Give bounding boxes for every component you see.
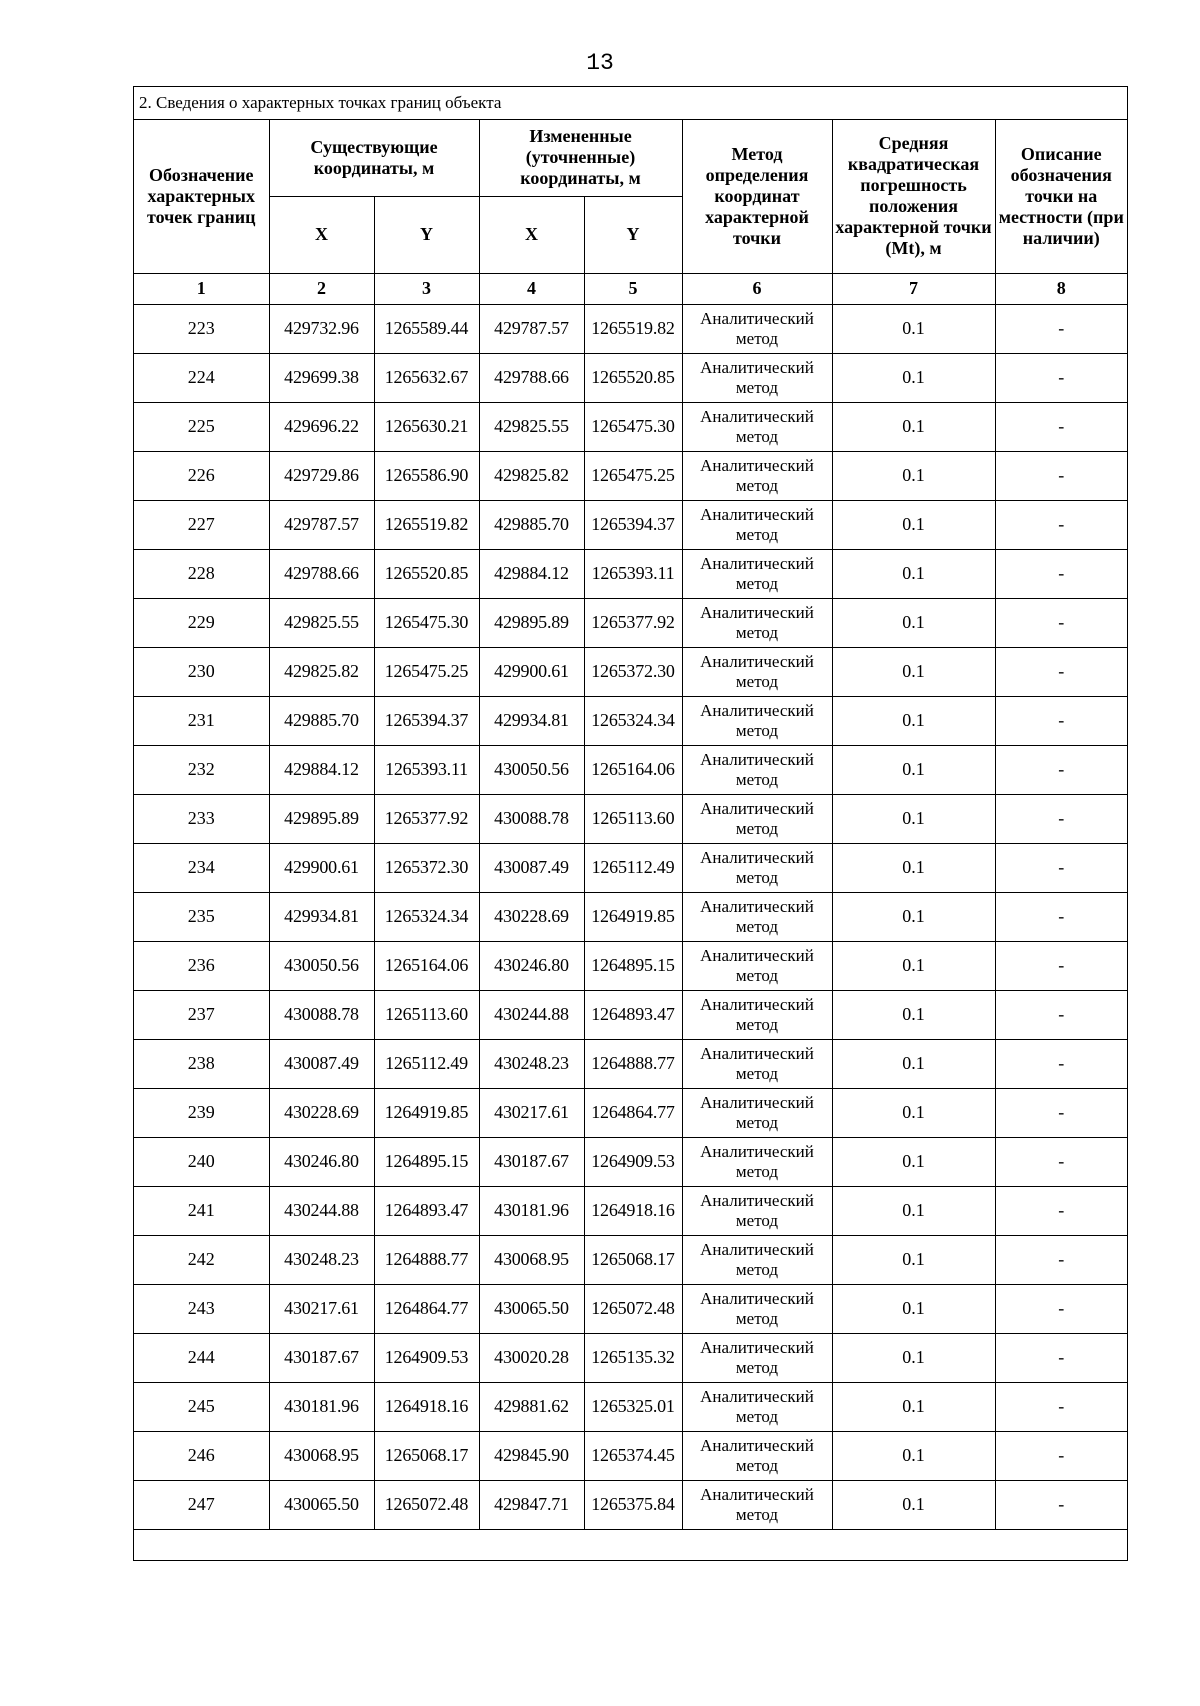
- point-cell: 238: [134, 1039, 269, 1088]
- description-cell: -: [995, 794, 1127, 843]
- existing-x-cell: 429885.70: [269, 696, 374, 745]
- header-existing-x: X: [269, 196, 374, 273]
- existing-y-cell: 1264888.77: [374, 1235, 479, 1284]
- changed-y-cell: 1265475.30: [584, 402, 682, 451]
- point-cell: 225: [134, 402, 269, 451]
- existing-y-cell: 1265377.92: [374, 794, 479, 843]
- method-cell: Аналитический метод: [682, 843, 832, 892]
- existing-y-cell: 1265630.21: [374, 402, 479, 451]
- existing-x-cell: 429825.55: [269, 598, 374, 647]
- method-cell: Аналитический метод: [682, 1382, 832, 1431]
- existing-x-cell: 430244.88: [269, 1186, 374, 1235]
- description-cell: -: [995, 843, 1127, 892]
- mean-error-cell: 0.1: [832, 1284, 995, 1333]
- method-cell: Аналитический метод: [682, 500, 832, 549]
- point-cell: 243: [134, 1284, 269, 1333]
- description-cell: -: [995, 1186, 1127, 1235]
- method-cell: Аналитический метод: [682, 1333, 832, 1382]
- changed-x-cell: 430228.69: [479, 892, 584, 941]
- mean-error-cell: 0.1: [832, 598, 995, 647]
- table-row: [134, 1333, 1127, 1382]
- description-cell: -: [995, 1039, 1127, 1088]
- table-row: [134, 304, 1127, 353]
- existing-y-cell: 1265394.37: [374, 696, 479, 745]
- existing-x-cell: 429934.81: [269, 892, 374, 941]
- existing-y-cell: 1265324.34: [374, 892, 479, 941]
- changed-x-cell: 430065.50: [479, 1284, 584, 1333]
- method-cell: Аналитический метод: [682, 1186, 832, 1235]
- mean-error-cell: 0.1: [832, 304, 995, 353]
- table-row: [134, 1480, 1127, 1529]
- changed-y-cell: 1265393.11: [584, 549, 682, 598]
- point-cell: 224: [134, 353, 269, 402]
- column-number: 2: [269, 273, 374, 304]
- changed-x-cell: 429895.89: [479, 598, 584, 647]
- mean-error-cell: 0.1: [832, 1382, 995, 1431]
- existing-x-cell: 429787.57: [269, 500, 374, 549]
- point-cell: 232: [134, 745, 269, 794]
- changed-y-cell: 1265372.30: [584, 647, 682, 696]
- column-number: 3: [374, 273, 479, 304]
- existing-x-cell: 430228.69: [269, 1088, 374, 1137]
- existing-y-cell: 1265112.49: [374, 1039, 479, 1088]
- existing-x-cell: 429900.61: [269, 843, 374, 892]
- mean-error-cell: 0.1: [832, 1480, 995, 1529]
- method-cell: Аналитический метод: [682, 549, 832, 598]
- method-cell: Аналитический метод: [682, 1480, 832, 1529]
- description-cell: -: [995, 696, 1127, 745]
- column-number: 1: [134, 273, 269, 304]
- table-row: [134, 353, 1127, 402]
- description-cell: -: [995, 647, 1127, 696]
- changed-y-cell: 1265112.49: [584, 843, 682, 892]
- description-cell: -: [995, 892, 1127, 941]
- existing-x-cell: 430050.56: [269, 941, 374, 990]
- method-cell: Аналитический метод: [682, 647, 832, 696]
- table-row: [134, 745, 1127, 794]
- header-changed-coordinates: Измененные (уточненные) координаты, м: [479, 120, 682, 196]
- table-row: [134, 1137, 1127, 1186]
- method-cell: Аналитический метод: [682, 353, 832, 402]
- description-cell: -: [995, 1137, 1127, 1186]
- existing-x-cell: 430187.67: [269, 1333, 374, 1382]
- mean-error-cell: 0.1: [832, 1431, 995, 1480]
- changed-x-cell: 429881.62: [479, 1382, 584, 1431]
- table-body: [134, 273, 1127, 1529]
- changed-y-cell: 1264909.53: [584, 1137, 682, 1186]
- method-cell: Аналитический метод: [682, 1431, 832, 1480]
- description-cell: -: [995, 1235, 1127, 1284]
- method-cell: Аналитический метод: [682, 1039, 832, 1088]
- method-cell: Аналитический метод: [682, 941, 832, 990]
- mean-error-cell: 0.1: [832, 353, 995, 402]
- existing-y-cell: 1264864.77: [374, 1284, 479, 1333]
- changed-x-cell: 430088.78: [479, 794, 584, 843]
- method-cell: Аналитический метод: [682, 892, 832, 941]
- point-cell: 237: [134, 990, 269, 1039]
- method-cell: Аналитический метод: [682, 1137, 832, 1186]
- changed-y-cell: 1264919.85: [584, 892, 682, 941]
- description-cell: -: [995, 1088, 1127, 1137]
- method-cell: Аналитический метод: [682, 745, 832, 794]
- description-cell: -: [995, 304, 1127, 353]
- coordinates-table-frame: [133, 86, 1128, 1561]
- table-row: [134, 1235, 1127, 1284]
- description-cell: -: [995, 1284, 1127, 1333]
- existing-y-cell: 1265068.17: [374, 1431, 479, 1480]
- header-changed-x: X: [479, 196, 584, 273]
- existing-x-cell: 429895.89: [269, 794, 374, 843]
- changed-y-cell: 1265113.60: [584, 794, 682, 843]
- mean-error-cell: 0.1: [832, 402, 995, 451]
- mean-error-cell: 0.1: [832, 1088, 995, 1137]
- method-cell: Аналитический метод: [682, 1284, 832, 1333]
- changed-y-cell: 1265394.37: [584, 500, 682, 549]
- mean-error-cell: 0.1: [832, 1137, 995, 1186]
- table-row: [134, 990, 1127, 1039]
- existing-y-cell: 1265113.60: [374, 990, 479, 1039]
- point-cell: 227: [134, 500, 269, 549]
- table-row: [134, 1039, 1127, 1088]
- point-cell: 223: [134, 304, 269, 353]
- changed-y-cell: 1265520.85: [584, 353, 682, 402]
- description-cell: -: [995, 990, 1127, 1039]
- existing-y-cell: 1265393.11: [374, 745, 479, 794]
- mean-error-cell: 0.1: [832, 451, 995, 500]
- changed-x-cell: 430244.88: [479, 990, 584, 1039]
- description-cell: -: [995, 941, 1127, 990]
- description-cell: -: [995, 549, 1127, 598]
- existing-x-cell: 430248.23: [269, 1235, 374, 1284]
- method-cell: Аналитический метод: [682, 696, 832, 745]
- description-cell: -: [995, 598, 1127, 647]
- mean-error-cell: 0.1: [832, 1333, 995, 1382]
- point-cell: 240: [134, 1137, 269, 1186]
- table-row: [134, 402, 1127, 451]
- table-row: [134, 598, 1127, 647]
- existing-y-cell: 1265475.25: [374, 647, 479, 696]
- point-cell: 226: [134, 451, 269, 500]
- mean-error-cell: 0.1: [832, 1235, 995, 1284]
- changed-x-cell: 429825.55: [479, 402, 584, 451]
- header-description: Описание обозначения точки на местности (при наличии): [995, 120, 1127, 273]
- point-cell: 234: [134, 843, 269, 892]
- changed-x-cell: 430217.61: [479, 1088, 584, 1137]
- column-number: 4: [479, 273, 584, 304]
- description-cell: -: [995, 1480, 1127, 1529]
- description-cell: -: [995, 1333, 1127, 1382]
- mean-error-cell: 0.1: [832, 1039, 995, 1088]
- existing-x-cell: 430181.96: [269, 1382, 374, 1431]
- table-row: [134, 1431, 1127, 1480]
- table-row: [134, 451, 1127, 500]
- changed-x-cell: 429884.12: [479, 549, 584, 598]
- changed-y-cell: 1265374.45: [584, 1431, 682, 1480]
- existing-x-cell: 429884.12: [269, 745, 374, 794]
- method-cell: Аналитический метод: [682, 1235, 832, 1284]
- existing-x-cell: 429732.96: [269, 304, 374, 353]
- point-cell: 247: [134, 1480, 269, 1529]
- table-row: [134, 794, 1127, 843]
- changed-x-cell: 430050.56: [479, 745, 584, 794]
- changed-x-cell: 430246.80: [479, 941, 584, 990]
- point-cell: 228: [134, 549, 269, 598]
- section-title: 2. Сведения о характерных точках границ объекта: [134, 87, 1127, 120]
- description-cell: -: [995, 500, 1127, 549]
- method-cell: Аналитический метод: [682, 402, 832, 451]
- changed-y-cell: 1264918.16: [584, 1186, 682, 1235]
- existing-y-cell: 1265632.67: [374, 353, 479, 402]
- mean-error-cell: 0.1: [832, 843, 995, 892]
- point-cell: 246: [134, 1431, 269, 1480]
- mean-error-cell: 0.1: [832, 941, 995, 990]
- mean-error-cell: 0.1: [832, 647, 995, 696]
- existing-y-cell: 1265589.44: [374, 304, 479, 353]
- existing-x-cell: 430088.78: [269, 990, 374, 1039]
- description-cell: -: [995, 353, 1127, 402]
- existing-y-cell: 1265475.30: [374, 598, 479, 647]
- mean-error-cell: 0.1: [832, 892, 995, 941]
- changed-x-cell: 429847.71: [479, 1480, 584, 1529]
- table-row: [134, 647, 1127, 696]
- header-changed-y: Y: [584, 196, 682, 273]
- method-cell: Аналитический метод: [682, 1088, 832, 1137]
- coordinates-table: [134, 120, 1127, 1530]
- mean-error-cell: 0.1: [832, 1186, 995, 1235]
- existing-y-cell: 1265164.06: [374, 941, 479, 990]
- header-designation: Обозначение характерных точек границ: [134, 120, 269, 273]
- method-cell: Аналитический метод: [682, 304, 832, 353]
- existing-y-cell: 1265372.30: [374, 843, 479, 892]
- existing-y-cell: 1264918.16: [374, 1382, 479, 1431]
- changed-y-cell: 1265519.82: [584, 304, 682, 353]
- point-cell: 244: [134, 1333, 269, 1382]
- changed-x-cell: 429900.61: [479, 647, 584, 696]
- changed-y-cell: 1265324.34: [584, 696, 682, 745]
- changed-y-cell: 1264893.47: [584, 990, 682, 1039]
- point-cell: 241: [134, 1186, 269, 1235]
- existing-y-cell: 1264895.15: [374, 1137, 479, 1186]
- table-row: [134, 1284, 1127, 1333]
- existing-x-cell: 429788.66: [269, 549, 374, 598]
- changed-x-cell: 429787.57: [479, 304, 584, 353]
- mean-error-cell: 0.1: [832, 745, 995, 794]
- existing-y-cell: 1265072.48: [374, 1480, 479, 1529]
- changed-x-cell: 429934.81: [479, 696, 584, 745]
- changed-y-cell: 1264888.77: [584, 1039, 682, 1088]
- description-cell: -: [995, 1431, 1127, 1480]
- table-row: [134, 696, 1127, 745]
- mean-error-cell: 0.1: [832, 500, 995, 549]
- table-row: [134, 500, 1127, 549]
- existing-y-cell: 1265519.82: [374, 500, 479, 549]
- method-cell: Аналитический метод: [682, 598, 832, 647]
- description-cell: -: [995, 1382, 1127, 1431]
- description-cell: -: [995, 451, 1127, 500]
- changed-x-cell: 429825.82: [479, 451, 584, 500]
- header-existing-y: Y: [374, 196, 479, 273]
- point-cell: 229: [134, 598, 269, 647]
- mean-error-cell: 0.1: [832, 794, 995, 843]
- table-row: [134, 941, 1127, 990]
- changed-y-cell: 1265072.48: [584, 1284, 682, 1333]
- changed-y-cell: 1265135.32: [584, 1333, 682, 1382]
- header-mean-error: Средняя квадратическая погрешность положения характерной точки (Mt), м: [832, 120, 995, 273]
- changed-x-cell: 430020.28: [479, 1333, 584, 1382]
- mean-error-cell: 0.1: [832, 990, 995, 1039]
- point-cell: 235: [134, 892, 269, 941]
- table-row: [134, 892, 1127, 941]
- existing-y-cell: 1265586.90: [374, 451, 479, 500]
- changed-y-cell: 1264864.77: [584, 1088, 682, 1137]
- changed-y-cell: 1265475.25: [584, 451, 682, 500]
- table-row: [134, 1088, 1127, 1137]
- changed-x-cell: 430068.95: [479, 1235, 584, 1284]
- point-cell: 242: [134, 1235, 269, 1284]
- table-footer-spacer: [134, 1530, 1127, 1560]
- existing-x-cell: 429825.82: [269, 647, 374, 696]
- point-cell: 236: [134, 941, 269, 990]
- existing-x-cell: 430087.49: [269, 1039, 374, 1088]
- header-method: Метод определения координат характерной точки: [682, 120, 832, 273]
- point-cell: 233: [134, 794, 269, 843]
- existing-y-cell: 1264909.53: [374, 1333, 479, 1382]
- existing-y-cell: 1265520.85: [374, 549, 479, 598]
- column-number: 6: [682, 273, 832, 304]
- changed-y-cell: 1265375.84: [584, 1480, 682, 1529]
- changed-x-cell: 429845.90: [479, 1431, 584, 1480]
- column-number: 5: [584, 273, 682, 304]
- method-cell: Аналитический метод: [682, 990, 832, 1039]
- method-cell: Аналитический метод: [682, 451, 832, 500]
- existing-x-cell: 429696.22: [269, 402, 374, 451]
- existing-x-cell: 430068.95: [269, 1431, 374, 1480]
- existing-x-cell: 430065.50: [269, 1480, 374, 1529]
- changed-x-cell: 430181.96: [479, 1186, 584, 1235]
- table-row: [134, 1186, 1127, 1235]
- existing-x-cell: 430246.80: [269, 1137, 374, 1186]
- mean-error-cell: 0.1: [832, 696, 995, 745]
- changed-y-cell: 1265164.06: [584, 745, 682, 794]
- column-number: 8: [995, 273, 1127, 304]
- existing-x-cell: 430217.61: [269, 1284, 374, 1333]
- existing-x-cell: 429729.86: [269, 451, 374, 500]
- header-existing-coordinates: Существующие координаты, м: [269, 120, 479, 196]
- changed-y-cell: 1265325.01: [584, 1382, 682, 1431]
- existing-y-cell: 1264919.85: [374, 1088, 479, 1137]
- changed-y-cell: 1265377.92: [584, 598, 682, 647]
- existing-y-cell: 1264893.47: [374, 1186, 479, 1235]
- changed-y-cell: 1265068.17: [584, 1235, 682, 1284]
- column-numbers-row: [134, 273, 1127, 304]
- existing-x-cell: 429699.38: [269, 353, 374, 402]
- point-cell: 230: [134, 647, 269, 696]
- changed-x-cell: 430187.67: [479, 1137, 584, 1186]
- page-number: 13: [586, 50, 614, 76]
- method-cell: Аналитический метод: [682, 794, 832, 843]
- column-number: 7: [832, 273, 995, 304]
- description-cell: -: [995, 745, 1127, 794]
- mean-error-cell: 0.1: [832, 549, 995, 598]
- point-cell: 231: [134, 696, 269, 745]
- table-row: [134, 843, 1127, 892]
- table-row: [134, 1382, 1127, 1431]
- point-cell: 239: [134, 1088, 269, 1137]
- description-cell: -: [995, 402, 1127, 451]
- empty-footer-row: [134, 1530, 1127, 1560]
- changed-x-cell: 429788.66: [479, 353, 584, 402]
- changed-x-cell: 429885.70: [479, 500, 584, 549]
- changed-x-cell: 430248.23: [479, 1039, 584, 1088]
- point-cell: 245: [134, 1382, 269, 1431]
- changed-y-cell: 1264895.15: [584, 941, 682, 990]
- changed-x-cell: 430087.49: [479, 843, 584, 892]
- table-row: [134, 549, 1127, 598]
